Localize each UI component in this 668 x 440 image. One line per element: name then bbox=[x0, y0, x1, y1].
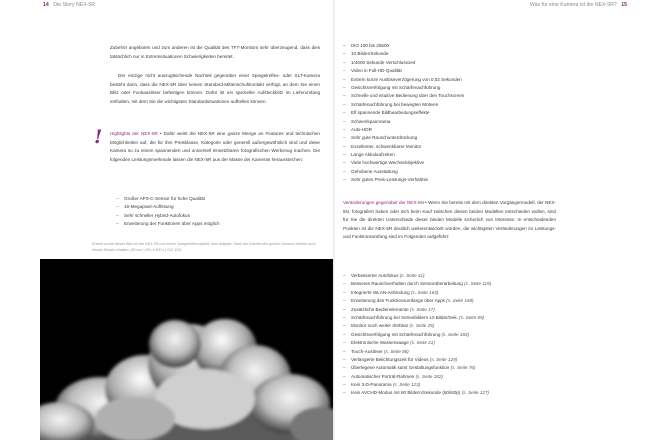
changes-paragraph bbox=[343, 199, 556, 242]
highlights-text: • Dafür weist die NEX-5R eine ganze Menge an Features und technischen Möglichkeiten auf, die für ihre Preisklasse, Kategorie oder generell außergewöhnlich sind und diese Kamera so zu einem spannenden und universell einsetzbaren fotografischen Werkzeug machen. Die folgenden Leistungsmerkmale lassen die NEX-5R aus der Masse der Kameras herausstechen: bbox=[110, 131, 320, 162]
list-item: – Sehr gute Rauschunterdrückung bbox=[343, 134, 464, 142]
list-item bbox=[343, 322, 491, 330]
list-item bbox=[343, 381, 491, 389]
page-reference: (s. Seite 119) bbox=[464, 281, 492, 287]
spec-list bbox=[343, 42, 464, 185]
intro-paragraph: Zubehör angeboten und zum anderen ist die Qualität des TFT-Monitors sehr überzeugend, dass dies tatsächlich nur in Extremsituationen Schwierigkeiten bereitet. bbox=[110, 45, 320, 59]
page-reference: (s. Seite 129) bbox=[429, 356, 458, 362]
list-item bbox=[343, 364, 491, 372]
left-page-number: 14 bbox=[43, 2, 49, 8]
highlights-paragraph bbox=[110, 130, 320, 164]
list-item bbox=[343, 339, 491, 347]
list-item bbox=[343, 297, 491, 305]
page-reference: (s. Seite 182) bbox=[415, 373, 443, 379]
list-item: – 1/4000 Sekunde Verschlusszeit bbox=[343, 59, 464, 67]
page-reference: (s. Seite 17) bbox=[410, 306, 435, 312]
page-reference: (s. Seite 123) bbox=[392, 382, 421, 388]
change-text: Elektronische Wasserwaage bbox=[351, 340, 411, 346]
list-item bbox=[343, 272, 491, 280]
list-item: – 10 Bilder/Sekunde bbox=[343, 50, 464, 58]
changes-text: • Wenn Sie bereits mit dem direkten Vorgängermodell, der NEX-5N, fotografiert haben oder sich beim Kauf zwischen diesen beiden Modellen entschieden wollen, sind für Sie die direkten Unterschiede dieser beiden Modelle sicherlich von Interesse. In entscheidenden Punkten ist die NEX-5R deutlich weiterentwickelt worden, die wichtigsten Veränderungen im Leistungs- und Funktionsumfang sind im Folgenden aufgeführt: bbox=[343, 200, 557, 240]
left-running-title: Die Story NEX-5R bbox=[53, 2, 96, 8]
list-item bbox=[343, 289, 491, 297]
list-item bbox=[343, 373, 491, 381]
drawback-paragraph: Der einzige nicht auszugleichende Nachteil gegenüber einer Spiegelreflex- oder SLT-Kamera besteht darin, dass die NEX-5R über keinen Standard-Mittenschuhkontakt verfügt, an dem Sie einen Blitz oder Funkauslöser befestigen können. Dafür ist ein spezieller Aufsteckblitz im Lieferumfang enthalten, mit dem Sie die wichtigsten Standardsituationen aufhellen können. bbox=[110, 73, 320, 104]
list-item: – Schwenkpanorama bbox=[343, 118, 464, 126]
list-item: – Schnelle und intuitive Bedienung über den Touchscreen bbox=[343, 92, 464, 100]
list-item: – Viele hochwertige Wechselobjektive bbox=[343, 159, 464, 167]
change-text: Erweiterung des Funktionsumfangs über Apps bbox=[351, 298, 447, 304]
page-reference: (s. Seite 163) bbox=[411, 289, 439, 295]
change-text: Automatischer Porträt-Rahmen bbox=[351, 373, 416, 379]
page-gutter bbox=[333, 0, 335, 440]
right-running-title: Was für eine Kamera ist die NEX-5R? bbox=[529, 2, 617, 8]
list-item: – Gesichtsverfolgung mit Schärfenachführung bbox=[343, 84, 464, 92]
list-item: – Sehr schneller Hybrid-Autofokus bbox=[116, 212, 220, 220]
page-reference: (s. Seite 127) bbox=[461, 390, 490, 396]
list-item: – Gehobene Ausstattung bbox=[343, 168, 464, 176]
list-item bbox=[343, 356, 491, 364]
cloud-photo bbox=[40, 259, 333, 440]
list-item bbox=[343, 348, 491, 356]
highlight-features-list bbox=[116, 195, 220, 229]
list-item: – Großer APS-C-Sensor für hohe Qualität bbox=[116, 195, 220, 203]
list-item bbox=[343, 314, 491, 322]
page-reference: (s. Seite 85) bbox=[383, 348, 409, 354]
change-text: Kein 3-D-Panorama bbox=[351, 382, 393, 388]
list-item: – Extrem kurze Auslöseverzögerung von 0,02 Sekunden bbox=[343, 76, 464, 84]
page-reference: (s. Seite 168) bbox=[446, 298, 474, 304]
page-reference: (s. Seite 76) bbox=[450, 365, 476, 371]
right-page-header bbox=[530, 2, 630, 8]
list-item: – Auto-HDR bbox=[343, 126, 464, 134]
page-reference: (s. Seite 89) bbox=[459, 314, 485, 320]
page-reference: (s. Seite 25) bbox=[409, 323, 435, 329]
changes-list bbox=[343, 272, 491, 398]
list-item: – Erweiterung der Funktionen über Apps möglich bbox=[116, 220, 220, 228]
left-page-header bbox=[40, 2, 95, 8]
list-item: – Sehr gutes Preis-Leistungs-Verhältnis bbox=[343, 176, 464, 184]
list-item bbox=[343, 280, 491, 288]
list-item: – Lange Akkulaufzeiten bbox=[343, 151, 464, 159]
change-text: Besseres Rauschverhalten durch Sensorüberarbeitung bbox=[351, 281, 465, 287]
change-text: Zusätzliche Bedienelemente bbox=[351, 306, 410, 312]
change-text: Kein AVCHD-Modus mit 60 Bildern/Sekunde (60i/60p) bbox=[351, 390, 462, 396]
list-item bbox=[343, 331, 491, 339]
page-reference: (s. Seite 183) bbox=[441, 331, 469, 337]
list-item: – Schärfenachführung bei bewegten Motiven bbox=[343, 101, 464, 109]
change-text: Verbesserter Autofokus bbox=[351, 273, 400, 278]
change-text: Touch-Auslöser bbox=[351, 348, 384, 354]
page-reference: (s. Seite 21) bbox=[410, 340, 435, 346]
list-item: – Exzellenter, schwenkbarer Monitor bbox=[343, 143, 464, 151]
highlight-marker-icon: ! bbox=[94, 126, 103, 148]
list-item: – Video in Full-HD-Qualität bbox=[343, 67, 464, 75]
page-reference: (s. Seite 41) bbox=[399, 273, 425, 278]
changes-heading: Veränderungen gegenüber der NEX-5N bbox=[343, 200, 424, 205]
change-text: Integrierte WLAN-Anbindung bbox=[351, 289, 412, 295]
change-text: Überlegene Automatik samt Gestaltungsfunktion bbox=[351, 365, 451, 371]
change-text: Verlängerte Belichtungszeit für Videos bbox=[351, 356, 430, 362]
highlights-heading: Highlights der NEX-5R bbox=[110, 131, 158, 136]
change-text: Gesichtsverfolgung mit Schärfenachführung bbox=[351, 331, 442, 337]
change-text: Monitor noch weiter drehbar bbox=[351, 323, 410, 329]
list-item: – ISO 100 bis 25600 bbox=[343, 42, 464, 50]
change-text: Schärfenachführung bei Serienbildern 10 Bilder/Sek. bbox=[351, 314, 460, 320]
list-item bbox=[343, 389, 491, 397]
photo-caption: Erstellt wurde dieses Bild mit der NEX-5R und einem Spiegelreflexobjektiv über Adapter. Dank der Klarheit des großen Sensors bleiben auch feinste Details erhalten. [50 mm | f/8 | 1/200 s | ISO 100] bbox=[92, 242, 317, 252]
right-page-number: 15 bbox=[621, 2, 627, 8]
list-item bbox=[343, 306, 491, 314]
list-item: – Elf spannende Bildbearbeitungseffekte bbox=[343, 109, 464, 117]
list-item: – 16-Megapixel-Auflösung bbox=[116, 203, 220, 211]
